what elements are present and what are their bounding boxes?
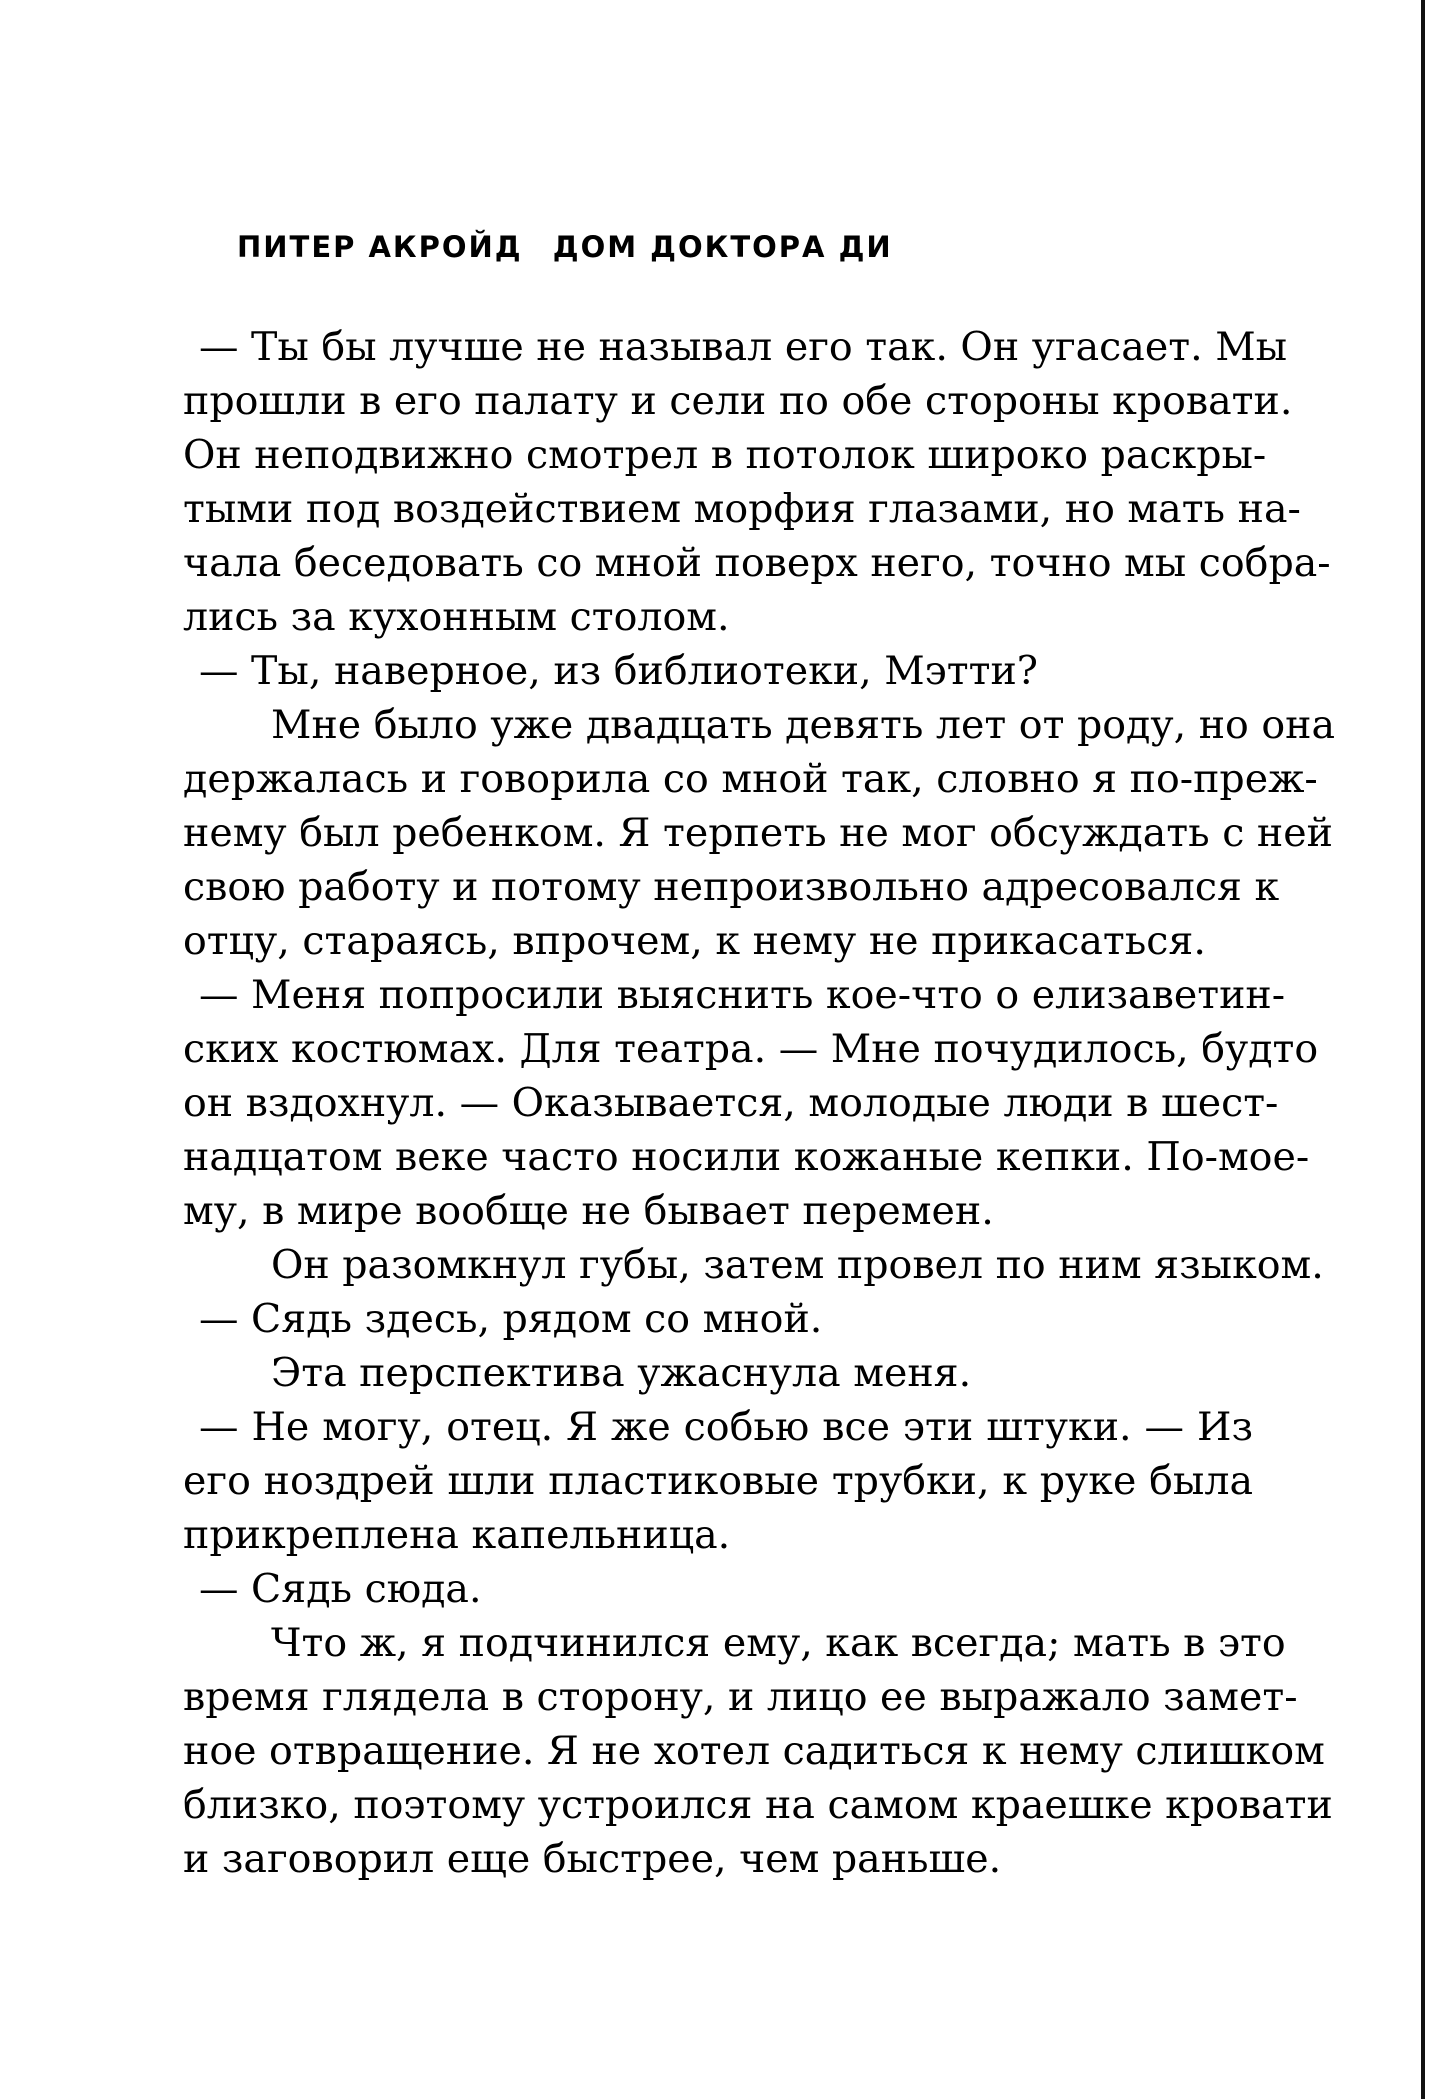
- text-line: надцатом веке часто носили кожаные кепки. По-мое-: [183, 1134, 1310, 1180]
- text-line: — Не могу, отец. Я же собью все эти штуки. — Из: [199, 1404, 1253, 1450]
- text-line: — Сядь здесь, рядом со мной.: [199, 1296, 823, 1342]
- text-line: нему был ребенком. Я терпеть не мог обсуждать с ней: [183, 810, 1333, 856]
- text-line: Что ж, я подчинился ему, как всегда; мать в это: [271, 1620, 1286, 1666]
- text-line: тыми под воздействием морфия глазами, но мать на-: [183, 486, 1301, 532]
- text-line: му, в мире вообще не бывает перемен.: [183, 1188, 994, 1234]
- running-head-author: ПИТЕР АКРОЙД: [237, 230, 523, 264]
- text-line: и заговорил еще быстрее, чем раньше.: [183, 1836, 1002, 1882]
- text-line: Он неподвижно смотрел в потолок широко раскры-: [183, 432, 1267, 478]
- text-line: лись за кухонным столом.: [183, 594, 730, 640]
- text-line: — Меня попросили выяснить кое-что о елизаветин-: [199, 972, 1286, 1018]
- text-line: Мне было уже двадцать девять лет от роду, но она: [271, 702, 1336, 748]
- text-line: — Ты бы лучше не называл его так. Он угасает. Мы: [199, 324, 1288, 370]
- text-line: ских костюмах. Для театра. — Мне почудилось, будто: [183, 1026, 1319, 1072]
- text-line: — Ты, наверное, из библиотеки, Мэтти?: [199, 648, 1038, 694]
- text-line: — Сядь сюда.: [199, 1566, 482, 1612]
- text-line: прикреплена капельница.: [183, 1512, 731, 1558]
- text-line: Эта перспектива ужаснула меня.: [271, 1350, 972, 1396]
- text-line: держалась и говорила со мной так, словно я по-преж-: [183, 756, 1318, 802]
- page-edge-line: [1421, 0, 1425, 2099]
- text-line: чала беседовать со мной поверх него, точно мы собра-: [183, 540, 1331, 586]
- text-line: отцу, стараясь, впрочем, к нему не прикасаться.: [183, 918, 1206, 964]
- body-text: [183, 320, 1336, 1886]
- text-line: его ноздрей шли пластиковые трубки, к руке была: [183, 1458, 1253, 1504]
- running-head: [237, 230, 893, 264]
- text-line: близко, поэтому устроился на самом краешке кровати: [183, 1782, 1333, 1828]
- text-line: ное отвращение. Я не хотел садиться к нему слишком: [183, 1728, 1325, 1774]
- text-line: Он разомкнул губы, затем провел по ним языком.: [271, 1242, 1324, 1288]
- text-line: время глядела в сторону, и лицо ее выражало замет-: [183, 1674, 1298, 1720]
- text-line: свою работу и потому непроизвольно адресовался к: [183, 864, 1280, 910]
- text-line: прошли в его палату и сели по обе стороны кровати.: [183, 378, 1293, 424]
- text-line: он вздохнул. — Оказывается, молодые люди в шест-: [183, 1080, 1279, 1126]
- running-head-title: ДОМ ДОКТОРА ДИ: [552, 230, 893, 264]
